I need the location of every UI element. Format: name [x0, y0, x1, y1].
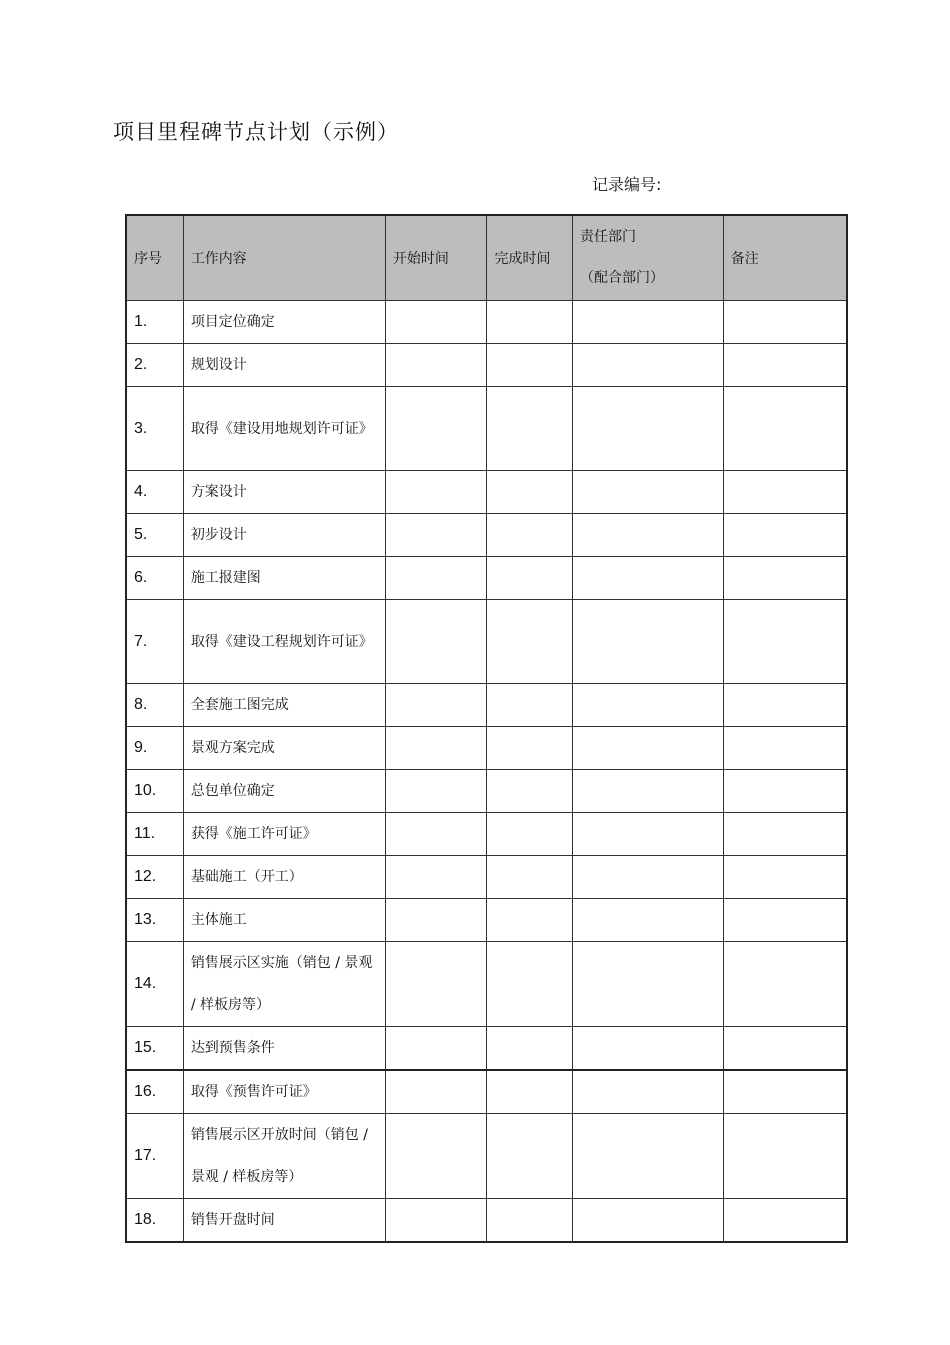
row-end-time[interactable]: [487, 684, 572, 727]
row-task: 取得《预售许可证》: [183, 1070, 385, 1114]
row-task: 获得《施工许可证》: [183, 813, 385, 856]
table-row: [126, 344, 847, 387]
row-end-time[interactable]: [487, 301, 572, 344]
row-number: 12.: [126, 856, 183, 899]
row-note[interactable]: [723, 899, 847, 942]
row-end-time[interactable]: [487, 471, 572, 514]
row-number: 6.: [126, 557, 183, 600]
table-row: [126, 856, 847, 899]
row-note[interactable]: [723, 684, 847, 727]
table-row: [126, 600, 847, 684]
row-end-time[interactable]: [487, 1027, 572, 1071]
row-task: 主体施工: [183, 899, 385, 942]
row-note[interactable]: [723, 1199, 847, 1243]
page-title: 项目里程碑节点计划（示例）: [113, 120, 399, 144]
table-row: [126, 301, 847, 344]
row-responsible-dept[interactable]: [572, 770, 723, 813]
row-task: 景观方案完成: [183, 727, 385, 770]
row-start-time[interactable]: [385, 600, 487, 684]
table-row: [126, 514, 847, 557]
row-start-time[interactable]: [385, 899, 487, 942]
row-start-time[interactable]: [385, 813, 487, 856]
row-end-time[interactable]: [487, 1114, 572, 1199]
row-end-time[interactable]: [487, 813, 572, 856]
row-end-time[interactable]: [487, 727, 572, 770]
row-end-time[interactable]: [487, 942, 572, 1027]
row-number: 4.: [126, 471, 183, 514]
row-note[interactable]: [723, 557, 847, 600]
row-responsible-dept[interactable]: [572, 856, 723, 899]
row-number: 14.: [126, 942, 183, 1027]
row-number: 13.: [126, 899, 183, 942]
table-row: [126, 813, 847, 856]
row-task: 销售展示区实施（销包 / 景观 / 样板房等）: [183, 942, 385, 1027]
row-task: 施工报建图: [183, 557, 385, 600]
row-responsible-dept[interactable]: [572, 600, 723, 684]
header-dept-line1: 责任部门: [579, 229, 636, 245]
row-end-time[interactable]: [487, 557, 572, 600]
row-note[interactable]: [723, 387, 847, 471]
table-row: [126, 727, 847, 770]
row-note[interactable]: [723, 727, 847, 770]
table-row: [126, 1070, 847, 1114]
row-end-time[interactable]: [487, 600, 572, 684]
row-responsible-dept[interactable]: [572, 813, 723, 856]
row-number: 18.: [126, 1199, 183, 1243]
row-end-time[interactable]: [487, 1199, 572, 1243]
row-number: 8.: [126, 684, 183, 727]
row-start-time[interactable]: [385, 514, 487, 557]
row-note[interactable]: [723, 471, 847, 514]
row-responsible-dept[interactable]: [572, 557, 723, 600]
table-row: [126, 1199, 847, 1243]
header-note: 备注: [723, 215, 847, 301]
row-start-time[interactable]: [385, 770, 487, 813]
row-responsible-dept[interactable]: [572, 1070, 723, 1114]
row-start-time[interactable]: [385, 1199, 487, 1243]
row-task: 项目定位确定: [183, 301, 385, 344]
row-task: 方案设计: [183, 471, 385, 514]
row-note[interactable]: [723, 514, 847, 557]
row-responsible-dept[interactable]: [572, 387, 723, 471]
table-header-row: [126, 215, 847, 301]
row-task: 取得《建设工程规划许可证》: [183, 600, 385, 684]
header-responsible-dept: [572, 215, 723, 301]
row-note[interactable]: [723, 813, 847, 856]
row-task: 全套施工图完成: [183, 684, 385, 727]
row-start-time[interactable]: [385, 344, 487, 387]
row-responsible-dept[interactable]: [572, 301, 723, 344]
row-start-time[interactable]: [385, 1114, 487, 1199]
table-row: [126, 942, 847, 1027]
row-start-time[interactable]: [385, 856, 487, 899]
table-row: [126, 684, 847, 727]
row-responsible-dept[interactable]: [572, 1027, 723, 1071]
row-responsible-dept[interactable]: [572, 942, 723, 1027]
row-number: 5.: [126, 514, 183, 557]
row-note[interactable]: [723, 1070, 847, 1114]
row-task: 初步设计: [183, 514, 385, 557]
row-responsible-dept[interactable]: [572, 514, 723, 557]
row-number: 15.: [126, 1027, 183, 1071]
milestone-table: [125, 214, 848, 1243]
row-responsible-dept[interactable]: [572, 684, 723, 727]
record-number-label: 记录编号:: [592, 175, 662, 194]
row-start-time[interactable]: [385, 471, 487, 514]
row-note[interactable]: [723, 344, 847, 387]
table-row: [126, 1027, 847, 1071]
row-start-time[interactable]: [385, 557, 487, 600]
row-responsible-dept[interactable]: [572, 1114, 723, 1199]
table-row: [126, 557, 847, 600]
row-responsible-dept[interactable]: [572, 1199, 723, 1243]
row-note[interactable]: [723, 1027, 847, 1071]
row-number: 16.: [126, 1070, 183, 1114]
table-row: [126, 1114, 847, 1199]
header-end-time: 完成时间: [487, 215, 572, 301]
row-end-time[interactable]: [487, 344, 572, 387]
header-start-time: 开始时间: [385, 215, 487, 301]
row-number: 2.: [126, 344, 183, 387]
header-dept-line2: （配合部门）: [579, 270, 664, 286]
row-responsible-dept[interactable]: [572, 344, 723, 387]
row-task: 总包单位确定: [183, 770, 385, 813]
row-end-time[interactable]: [487, 1070, 572, 1114]
table-row: [126, 471, 847, 514]
row-task: 基础施工（开工）: [183, 856, 385, 899]
row-end-time[interactable]: [487, 387, 572, 471]
row-number: 7.: [126, 600, 183, 684]
row-number: 1.: [126, 301, 183, 344]
table-row: [126, 770, 847, 813]
row-note[interactable]: [723, 600, 847, 684]
row-note[interactable]: [723, 1114, 847, 1199]
row-number: 3.: [126, 387, 183, 471]
row-end-time[interactable]: [487, 899, 572, 942]
row-note[interactable]: [723, 856, 847, 899]
row-number: 11.: [126, 813, 183, 856]
header-task: 工作内容: [183, 215, 385, 301]
row-start-time[interactable]: [385, 387, 487, 471]
row-number: 17.: [126, 1114, 183, 1199]
row-task: 销售开盘时间: [183, 1199, 385, 1243]
row-responsible-dept[interactable]: [572, 471, 723, 514]
table-row: [126, 387, 847, 471]
row-note[interactable]: [723, 301, 847, 344]
row-number: 10.: [126, 770, 183, 813]
row-start-time[interactable]: [385, 301, 487, 344]
table-row: [126, 899, 847, 942]
row-number: 9.: [126, 727, 183, 770]
row-end-time[interactable]: [487, 770, 572, 813]
row-task: 规划设计: [183, 344, 385, 387]
row-start-time[interactable]: [385, 727, 487, 770]
row-end-time[interactable]: [487, 514, 572, 557]
row-start-time[interactable]: [385, 1070, 487, 1114]
row-end-time[interactable]: [487, 856, 572, 899]
header-seq: 序号: [126, 215, 183, 301]
row-note[interactable]: [723, 770, 847, 813]
row-responsible-dept[interactable]: [572, 899, 723, 942]
row-start-time[interactable]: [385, 684, 487, 727]
row-task: 达到预售条件: [183, 1027, 385, 1071]
row-start-time[interactable]: [385, 1027, 487, 1071]
row-responsible-dept[interactable]: [572, 727, 723, 770]
row-start-time[interactable]: [385, 942, 487, 1027]
row-task: 取得《建设用地规划许可证》: [183, 387, 385, 471]
row-note[interactable]: [723, 942, 847, 1027]
row-task: 销售展示区开放时间（销包 / 景观 / 样板房等）: [183, 1114, 385, 1199]
